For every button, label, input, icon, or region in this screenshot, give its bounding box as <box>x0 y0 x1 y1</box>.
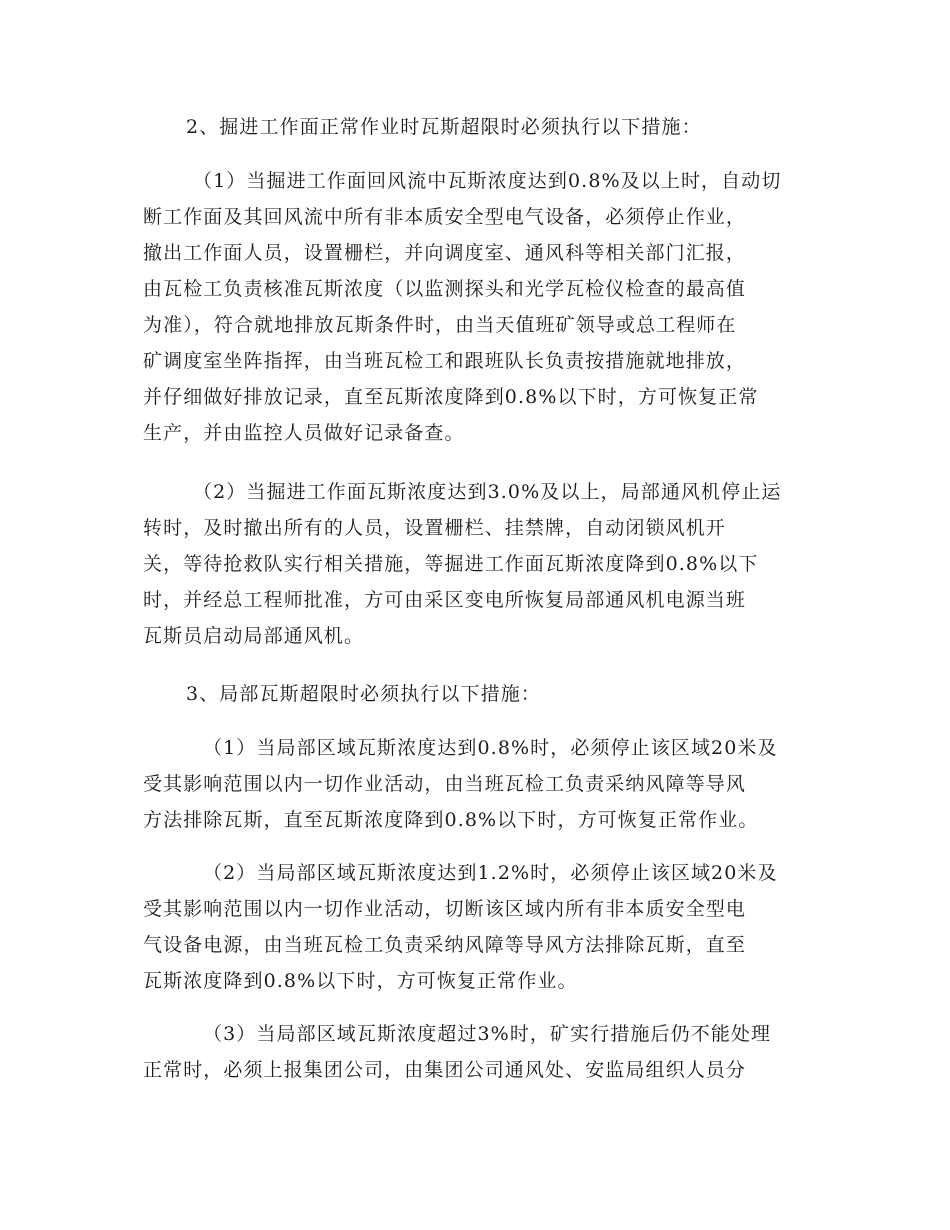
paragraph-line: （2）当掘进工作面瓦斯浓度达到3.0%及以上，局部通风机停止运 <box>193 481 782 503</box>
section-3-heading: 3、局部瓦斯超限时必须执行以下措施： <box>186 683 541 705</box>
paragraph-line: 矿调度室坐阵指挥，由当班瓦检工和跟班队长负责按措施就地排放， <box>143 350 747 372</box>
paragraph-line: 生产，并由监控人员做好记录备查。 <box>143 422 465 444</box>
paragraph-line: 气设备电源，由当班瓦检工负责采纳风障等导风方法排除瓦斯，直至 <box>143 934 747 956</box>
paragraph-line: 瓦斯员启动局部通风机。 <box>143 625 365 647</box>
section-2-heading: 2、掘进工作面正常作业时瓦斯超限时必须执行以下措施： <box>186 116 702 138</box>
paragraph-line: 转时，及时撤出所有的人员，设置栅栏、挂禁牌，自动闭锁风机开 <box>143 517 726 539</box>
paragraph-line: 撤出工作面人员，设置栅栏，并向调度室、通风科等相关部门汇报， <box>143 242 747 264</box>
paragraph-line: 瓦斯浓度降到0.8%以下时，方可恢复正常作业。 <box>143 970 578 992</box>
paragraph-line: 关，等待抢救队实行相关措施，等掘进工作面瓦斯浓度降到0.8%以下 <box>143 553 759 575</box>
paragraph-line: （2）当局部区域瓦斯浓度达到1.2%时，必须停止该区域20米及 <box>203 862 778 884</box>
paragraph-line: 为准），符合就地排放瓦斯条件时，由当天值班矿领导或总工程师在 <box>143 314 737 336</box>
paragraph-line: 时，并经总工程师批准，方可由采区变电所恢复局部通风机电源当班 <box>143 589 747 611</box>
paragraph-line: 受其影响范围以内一切作业活动，由当班瓦检工负责采纳风障等导风 <box>143 773 747 795</box>
paragraph-line: 断工作面及其回风流中所有非本质安全型电气设备，必须停止作业， <box>143 206 747 228</box>
paragraph-line: 并仔细做好排放记录，直至瓦斯浓度降到0.8%以下时，方可恢复正常 <box>143 386 759 408</box>
paragraph-line: （1）当掘进工作面回风流中瓦斯浓度达到0.8%及以上时，自动切 <box>193 170 782 192</box>
paragraph-line: （1）当局部区域瓦斯浓度达到0.8%时，必须停止该区域20米及 <box>203 737 778 759</box>
paragraph-line: （3）当局部区域瓦斯浓度超过3%时，矿实行措施后仍不能处理 <box>203 1023 772 1045</box>
paragraph-line: 由瓦检工负责核准瓦斯浓度（以监测探头和光学瓦检仪检查的最高值 <box>143 278 747 300</box>
paragraph-line: 方法排除瓦斯，直至瓦斯浓度降到0.8%以下时，方可恢复正常作业。 <box>143 809 759 831</box>
paragraph-line: 受其影响范围以内一切作业活动，切断该区域内所有非本质安全型电 <box>143 898 747 920</box>
paragraph-line: 正常时，必须上报集团公司，由集团公司通风处、安监局组织人员分 <box>143 1059 747 1081</box>
